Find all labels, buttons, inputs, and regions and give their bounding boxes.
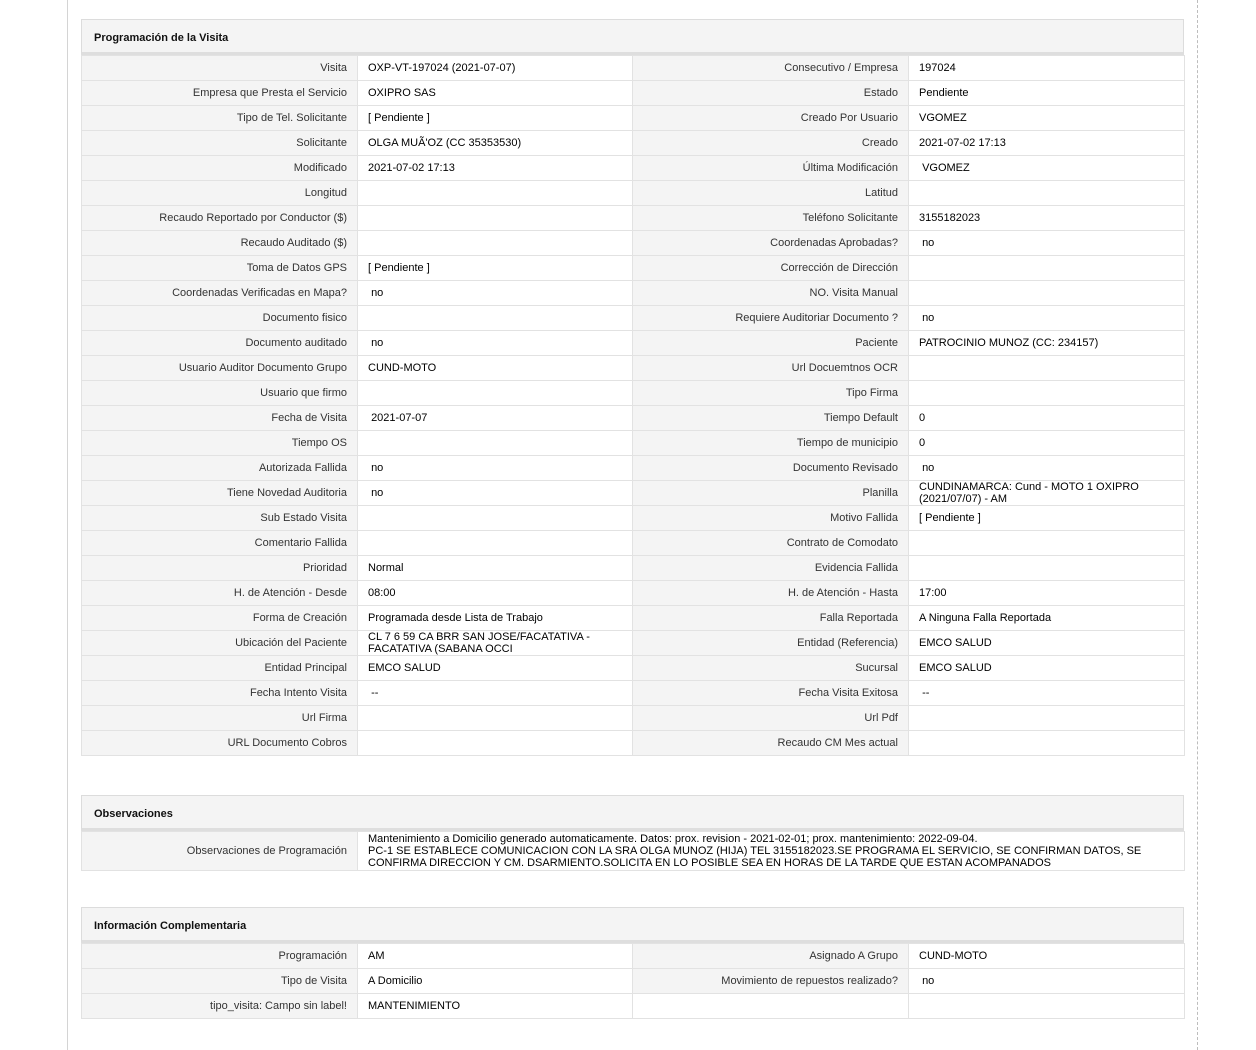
field-value [909,181,1185,206]
field-label: Creado [633,131,909,156]
field-label: Coordenadas Aprobadas? [633,231,909,256]
field-label: Latitud [633,181,909,206]
observaciones-line-2: PC-1 SE ESTABLECE COMUNICACION CON LA SRA OLGA MUNOZ (HIJA) TEL 3155182023.SE PROGRAMA EL SERVICIO, SE CONFIRMAN DATOS, SE CONFIRMA DIRECCION Y CM. DSARMIENTO.SOLICITA EN LO POSIBLE SEA EN HORAS DE LA TARDE QUE ESTAN ACOMPANADOS [368,845,1142,869]
field-value: no [358,481,633,506]
field-value: Programada desde Lista de Trabajo [358,606,633,631]
table-row [82,631,1185,656]
field-value: no [909,306,1185,331]
table-row [82,681,1185,706]
table-row [82,481,1185,506]
field-label: Recaudo Reportado por Conductor ($) [82,206,358,231]
field-label: Entidad Principal [82,656,358,681]
field-value: A Domicilio [358,969,633,994]
field-label: Coordenadas Verificadas en Mapa? [82,281,358,306]
complementaria-table [81,943,1185,1019]
table-row [82,581,1185,606]
field-value: EMCO SALUD [358,656,633,681]
field-label: Fecha Intento Visita [82,681,358,706]
field-label: tipo_visita: Campo sin label! [82,994,358,1019]
field-label: Tiene Novedad Auditoria [82,481,358,506]
field-value [358,506,633,531]
field-label: Forma de Creación [82,606,358,631]
field-value: CUND-MOTO [909,944,1185,969]
field-value [909,256,1185,281]
field-label: Corrección de Dirección [633,256,909,281]
field-value [358,231,633,256]
field-value: OLGA MUÃ'OZ (CC 35353530) [358,131,633,156]
field-value: [ Pendiente ] [358,256,633,281]
field-label: Fecha de Visita [82,406,358,431]
field-value: 0 [909,431,1185,456]
table-row [82,231,1185,256]
field-label: Tipo Firma [633,381,909,406]
field-label: Documento auditado [82,331,358,356]
observaciones-label: Observaciones de Programación [82,832,358,871]
field-value [358,431,633,456]
field-value: A Ninguna Falla Reportada [909,606,1185,631]
field-value [358,306,633,331]
field-label: Recaudo CM Mes actual [633,731,909,756]
table-row [82,606,1185,631]
field-value: no [358,331,633,356]
field-value [909,556,1185,581]
programacion-table [81,55,1185,756]
field-value: no [358,456,633,481]
field-label: Url Firma [82,706,358,731]
field-value: no [909,969,1185,994]
field-label: Requiere Auditoriar Documento ? [633,306,909,331]
field-value: MANTENIMIENTO [358,994,633,1019]
table-row [82,156,1185,181]
table-row [82,181,1185,206]
table-row [82,256,1185,281]
field-label: Documento fisico [82,306,358,331]
table-row [82,356,1185,381]
field-value: 2021-07-07 [358,406,633,431]
field-value: no [909,456,1185,481]
field-value: -- [358,681,633,706]
field-label: H. de Atención - Desde [82,581,358,606]
observaciones-panel-title: Observaciones [81,795,1184,831]
field-value: 3155182023 [909,206,1185,231]
field-label: Creado Por Usuario [633,106,909,131]
field-value [909,381,1185,406]
field-label: Entidad (Referencia) [633,631,909,656]
left-border-line [67,0,68,1050]
field-value [909,356,1185,381]
field-label: NO. Visita Manual [633,281,909,306]
field-label: Comentario Fallida [82,531,358,556]
table-row [82,306,1185,331]
programacion-panel [81,19,1184,756]
table-row [82,656,1185,681]
field-value: no [358,281,633,306]
field-label: Asignado A Grupo [633,944,909,969]
field-label: Sub Estado Visita [82,506,358,531]
field-label: Motivo Fallida [633,506,909,531]
table-row [82,944,1185,969]
observaciones-table [81,831,1185,871]
field-value: [ Pendiente ] [358,106,633,131]
field-value: EMCO SALUD [909,656,1185,681]
field-label: H. de Atención - Hasta [633,581,909,606]
field-label: Fecha Visita Exitosa [633,681,909,706]
table-row [82,131,1185,156]
field-value: no [909,231,1185,256]
field-label: Paciente [633,331,909,356]
field-label: Contrato de Comodato [633,531,909,556]
field-label: Empresa que Presta el Servicio [82,81,358,106]
table-row [82,206,1185,231]
field-value: Pendiente [909,81,1185,106]
field-value [909,706,1185,731]
field-value: OXIPRO SAS [358,81,633,106]
field-label: Evidencia Fallida [633,556,909,581]
table-row [82,81,1185,106]
field-label: Sucursal [633,656,909,681]
field-label: Tiempo OS [82,431,358,456]
field-value: AM [358,944,633,969]
field-value: CUNDINAMARCA: Cund - MOTO 1 OXIPRO (2021/07/07) - AM [909,481,1185,506]
field-value [909,281,1185,306]
field-label: Falla Reportada [633,606,909,631]
field-value: 197024 [909,56,1185,81]
table-row [82,731,1185,756]
field-label: Ubicación del Paciente [82,631,358,656]
field-label: Url Docuemtnos OCR [633,356,909,381]
field-value [358,706,633,731]
field-value [358,381,633,406]
field-value: 0 [909,406,1185,431]
table-row [82,506,1185,531]
field-value [358,731,633,756]
field-label: Url Pdf [633,706,909,731]
field-value: 2021-07-02 17:13 [358,156,633,181]
field-label: Recaudo Auditado ($) [82,231,358,256]
field-value: PATROCINIO MUNOZ (CC: 234157) [909,331,1185,356]
observaciones-panel [81,795,1184,871]
table-row [82,456,1185,481]
field-value: -- [909,681,1185,706]
field-value: Normal [358,556,633,581]
field-label: Tiempo de municipio [633,431,909,456]
field-value [909,731,1185,756]
field-label: Última Modificación [633,156,909,181]
field-label: Consecutivo / Empresa [633,56,909,81]
field-value: VGOMEZ [909,156,1185,181]
table-row [82,994,1185,1019]
field-label: Teléfono Solicitante [633,206,909,231]
table-row [82,406,1185,431]
table-row [82,832,1185,871]
field-label: Tipo de Tel. Solicitante [82,106,358,131]
table-row [82,281,1185,306]
field-value [358,206,633,231]
field-label: Usuario Auditor Documento Grupo [82,356,358,381]
field-label: Toma de Datos GPS [82,256,358,281]
field-value: [ Pendiente ] [909,506,1185,531]
table-row [82,706,1185,731]
table-row [82,331,1185,356]
complementaria-panel [81,907,1184,1019]
field-value: CL 7 6 59 CA BRR SAN JOSE/FACATATIVA - FACATATIVA (SABANA OCCI [358,631,633,656]
observaciones-line-1: Mantenimiento a Domicilio generado automaticamente. Datos: prox. revision - 2021-02-01; prox. mantenimiento: 2022-09-04. [368,833,978,845]
field-label: Autorizada Fallida [82,456,358,481]
table-row [82,531,1185,556]
field-label: Planilla [633,481,909,506]
table-row [82,431,1185,456]
table-row [82,381,1185,406]
table-row [82,106,1185,131]
right-dashed-border-line [1197,0,1198,1050]
field-label: URL Documento Cobros [82,731,358,756]
programacion-panel-title: Programación de la Visita [81,19,1184,55]
field-label: Documento Revisado [633,456,909,481]
field-label: Longitud [82,181,358,206]
empty-cell [909,994,1185,1019]
field-value: OXP-VT-197024 (2021-07-07) [358,56,633,81]
field-label: Solicitante [82,131,358,156]
field-value [909,531,1185,556]
field-label: Tipo de Visita [82,969,358,994]
field-label: Programación [82,944,358,969]
field-label: Modificado [82,156,358,181]
empty-cell [633,994,909,1019]
observaciones-value [358,832,1185,871]
field-label: Tiempo Default [633,406,909,431]
field-value [358,531,633,556]
field-value: EMCO SALUD [909,631,1185,656]
field-label: Prioridad [82,556,358,581]
field-value [358,181,633,206]
field-value: 08:00 [358,581,633,606]
field-label: Estado [633,81,909,106]
field-label: Usuario que firmo [82,381,358,406]
table-row [82,56,1185,81]
field-value: 2021-07-02 17:13 [909,131,1185,156]
field-value: CUND-MOTO [358,356,633,381]
field-label: Visita [82,56,358,81]
complementaria-panel-title: Información Complementaria [81,907,1184,943]
table-row [82,556,1185,581]
field-value: VGOMEZ [909,106,1185,131]
field-value: 17:00 [909,581,1185,606]
field-label: Movimiento de repuestos realizado? [633,969,909,994]
table-row [82,969,1185,994]
